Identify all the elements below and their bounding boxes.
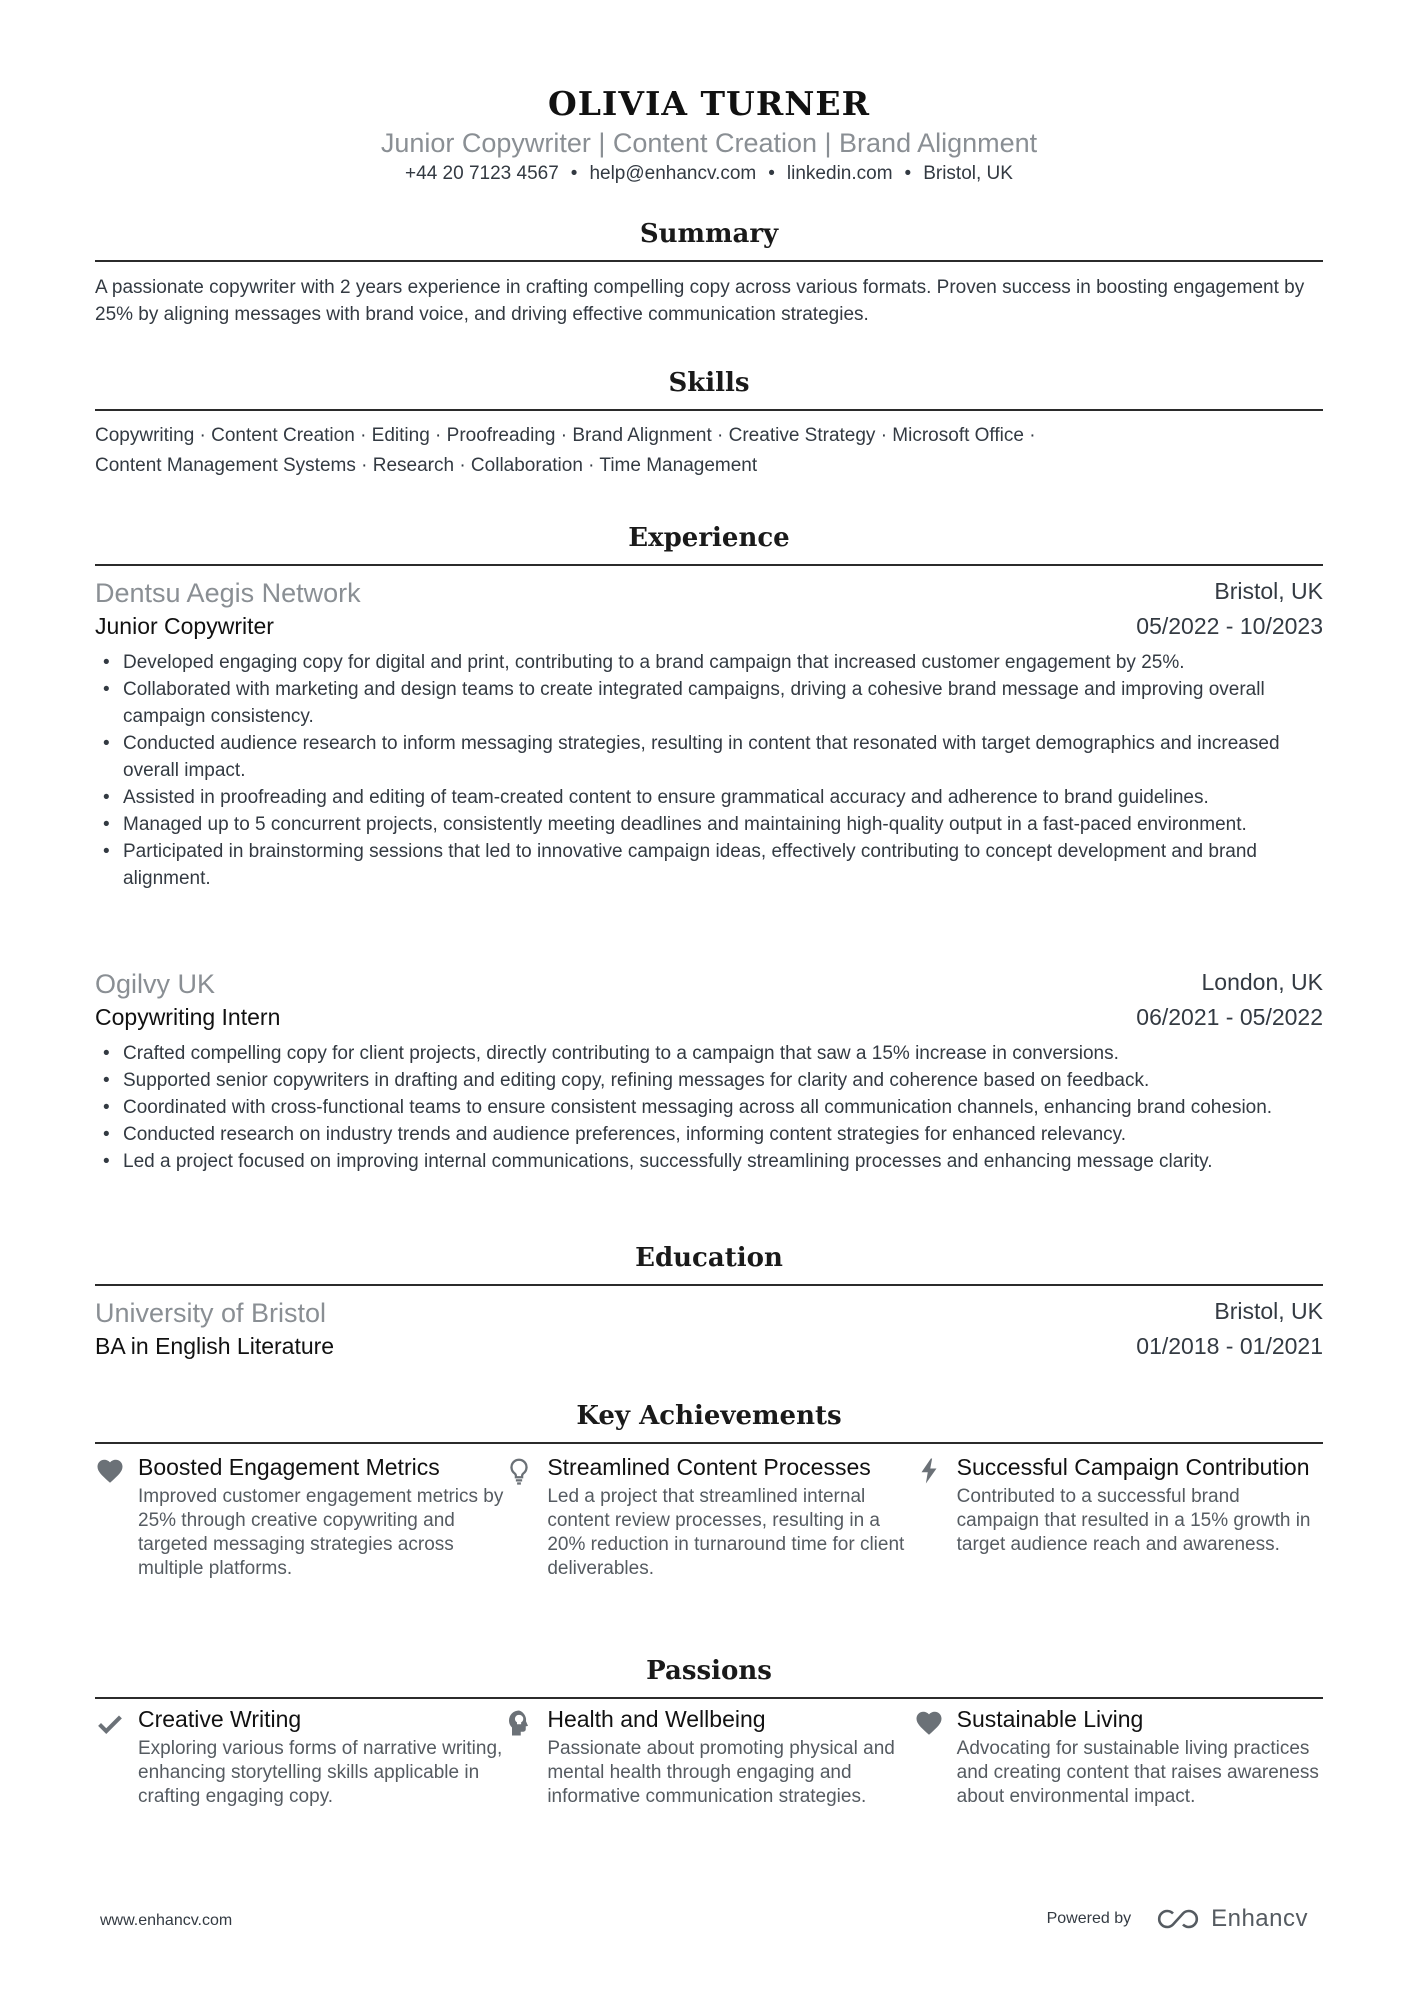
bullet-item: • Managed up to 5 concurrent projects, consistently meeting deadlines and maintaining high-quality output in a fast-paced environment. (95, 811, 1323, 838)
phone[interactable]: +44 20 7123 4567 (405, 163, 559, 184)
bullet-item: • Supported senior copywriters in drafting and editing copy, refining messages for clarity and coherence based on feedback. (95, 1067, 1323, 1094)
headline: Junior Copywriter | Content Creation | Brand Alignment (380, 128, 1038, 158)
candidate-name: OLIVIA TURNER (547, 84, 871, 123)
achievements-list (95, 1454, 1323, 1581)
separator-dot: • (904, 163, 912, 184)
passion-desc: Advocating for sustainable living practices and creating content that raises awareness about environmental impact. (956, 1738, 1319, 1807)
passion-desc: Passionate about promoting physical and mental health through engaging and informative communication strategies. (547, 1738, 895, 1807)
heart-icon (95, 1456, 125, 1486)
achievement-item (95, 1454, 504, 1581)
bullet-item: • Collaborated with marketing and design teams to create integrated campaigns, driving a cohesive brand message and improving overall campaign consistency. (95, 676, 1323, 730)
school-location: Bristol, UK (1214, 1298, 1323, 1324)
brand-name[interactable]: Enhancv (1211, 1905, 1308, 1932)
bullet-item: • Participated in brainstorming sessions that led to innovative campaign ideas, effectively contributing to concept development and brand alignment. (95, 838, 1323, 892)
job-title: Copywriting Intern (95, 1004, 281, 1030)
achievement-desc: Led a project that streamlined internal content review processes, resulting in a 20% reduction in turnaround time for client deliverables. (547, 1486, 905, 1579)
bolt-icon (914, 1456, 944, 1486)
lightbulb-icon (504, 1456, 534, 1486)
education-dates: 01/2018 - 01/2021 (1136, 1333, 1323, 1359)
job-bullets (95, 1040, 1323, 1175)
achievements-heading: Key Achievements (576, 1401, 842, 1431)
skills-list (95, 422, 1323, 479)
achievement-desc: Contributed to a successful brand campaign that resulted in a 15% growth in target audience reach and awareness. (956, 1486, 1311, 1555)
job-dates: 05/2022 - 10/2023 (1136, 613, 1323, 639)
education-heading: Education (635, 1243, 783, 1273)
summary-text: A passionate copywriter with 2 years experience in crafting compelling copy across various formats. Proven success in boosting engagement by 25% by aligning messages with brand voice, and driving effective communication strategies. (95, 277, 1305, 325)
contact-line (95, 161, 1323, 187)
passion-item (95, 1706, 504, 1809)
achievement-title: Streamlined Content Processes (547, 1454, 871, 1480)
check-icon (95, 1708, 125, 1738)
passion-title: Health and Wellbeing (547, 1706, 766, 1732)
passion-item (504, 1706, 913, 1809)
section-divider (95, 1284, 1323, 1286)
bullet-item: • Crafted compelling copy for client projects, directly contributing to a campaign that saw a 15% increase in conversions. (95, 1040, 1323, 1067)
degree: BA in English Literature (95, 1333, 335, 1359)
achievement-title: Successful Campaign Contribution (956, 1454, 1310, 1480)
experience-heading: Experience (628, 523, 790, 553)
footer-branding (1047, 1905, 1308, 1933)
bullet-item: • Coordinated with cross-functional teams to ensure consistent messaging across all communication channels, enhancing brand cohesion. (95, 1094, 1323, 1121)
separator-dot: • (570, 163, 578, 184)
job-location: Bristol, UK (1214, 578, 1323, 604)
achievement-desc: Improved customer engagement metrics by 25% through creative copywriting and targeted messaging strategies across multiple platforms. (138, 1486, 504, 1579)
bullet-item: • Developed engaging copy for digital and print, contributing to a brand campaign that increased customer engagement by 25%. (95, 649, 1323, 676)
bullet-item: • Led a project focused on improving internal communications, successfully streamlining processes and enhancing message clarity. (95, 1148, 1323, 1175)
bullet-item: • Conducted audience research to inform messaging strategies, resulting in content that resonated with target demographics and increased overall impact. (95, 730, 1323, 784)
section-divider (95, 1697, 1323, 1699)
skills-heading: Skills (668, 368, 750, 398)
summary-heading: Summary (639, 219, 779, 249)
passion-item (914, 1706, 1323, 1809)
location: Bristol, UK (923, 163, 1013, 184)
section-divider (95, 1442, 1323, 1444)
passions-heading: Passions (646, 1656, 772, 1686)
achievement-item (914, 1454, 1323, 1581)
passions-list (95, 1706, 1323, 1809)
company-name: Dentsu Aegis Network (95, 578, 361, 608)
job-title: Junior Copywriter (95, 613, 274, 639)
bullet-item: • Conducted research on industry trends and audience preferences, informing content strategies for enhanced relevancy. (95, 1121, 1323, 1148)
footer-website-link[interactable]: www.enhancv.com (100, 1912, 233, 1929)
linkedin-link[interactable]: linkedin.com (786, 163, 893, 184)
bullet-item: • Assisted in proofreading and editing of team-created content to ensure grammatical accuracy and adherence to brand guidelines. (95, 784, 1323, 811)
skills-line: Copywriting · Content Creation · Editing · Proofreading · Brand Alignment · Creative Strategy · Microsoft Office · (95, 425, 1036, 446)
passion-title: Sustainable Living (956, 1706, 1144, 1732)
email-link[interactable]: help@enhancv.com (589, 163, 757, 184)
powered-by-label: Powered by (1046, 1910, 1132, 1927)
resume-page (95, 0, 1323, 1995)
job-bullets (95, 649, 1323, 892)
job-location: London, UK (1201, 969, 1323, 995)
section-divider (95, 260, 1323, 262)
achievement-item (504, 1454, 913, 1581)
section-divider (95, 409, 1323, 411)
passion-desc: Exploring various forms of narrative writing, enhancing storytelling skills applicable in crafting engaging copy. (138, 1738, 503, 1807)
job-dates: 06/2021 - 05/2022 (1136, 1004, 1323, 1030)
skills-line: Content Management Systems · Research · Collaboration · Time Management (95, 455, 758, 476)
separator-dot: • (768, 163, 775, 184)
passion-title: Creative Writing (138, 1706, 302, 1732)
achievement-title: Boosted Engagement Metrics (138, 1454, 440, 1480)
heart-icon (914, 1708, 944, 1738)
school-name: University of Bristol (95, 1298, 327, 1328)
company-name: Ogilvy UK (95, 969, 216, 999)
enhancv-logo-icon (1153, 1905, 1203, 1933)
head-icon (504, 1708, 534, 1738)
section-divider (95, 564, 1323, 566)
